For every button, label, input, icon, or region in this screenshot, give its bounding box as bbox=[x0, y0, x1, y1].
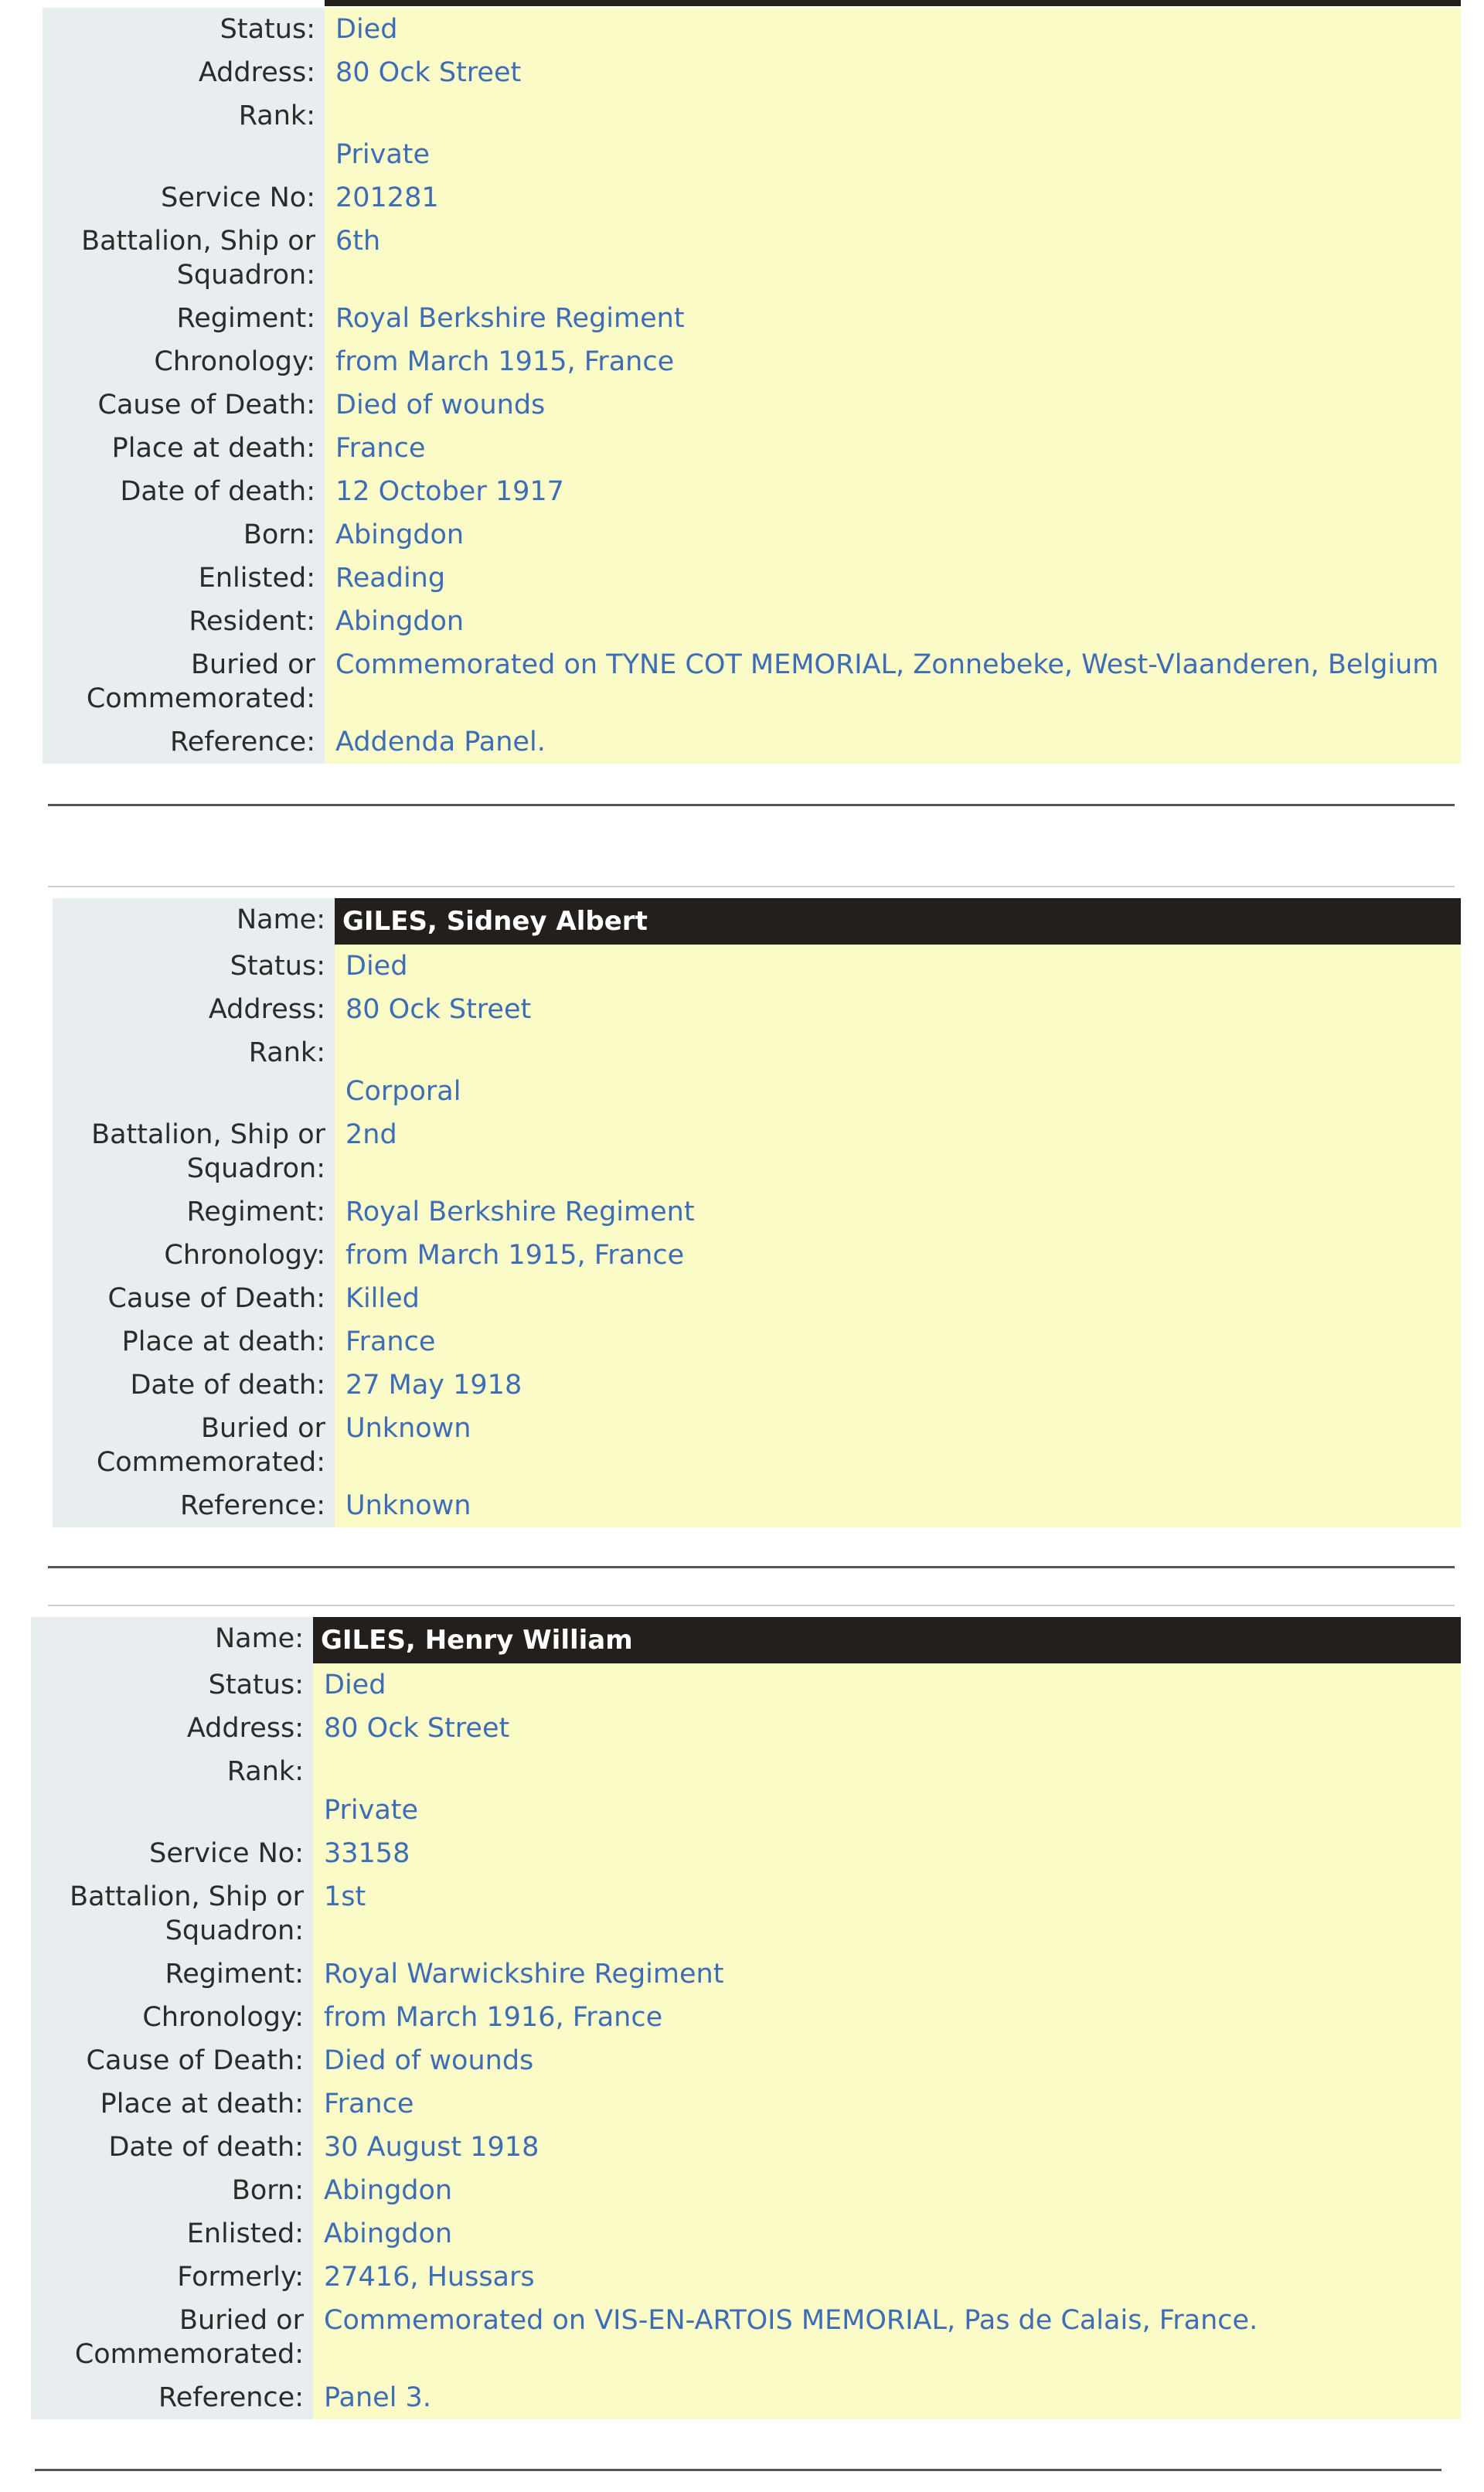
born-label: Born: bbox=[43, 513, 325, 557]
address-value: 80 Ock Street bbox=[325, 51, 1461, 94]
resident-label: Resident: bbox=[43, 600, 325, 643]
reference-label: Reference: bbox=[43, 720, 325, 764]
address-label: Address: bbox=[43, 51, 325, 94]
name-label: Name: bbox=[31, 1617, 313, 1663]
rank-label: Rank: bbox=[53, 1031, 335, 1113]
buried-value: Unknown bbox=[335, 1407, 1461, 1484]
formerly-value: 27416, Hussars bbox=[313, 2255, 1461, 2299]
rank-value: Private bbox=[325, 94, 1461, 176]
status-value: Died bbox=[335, 945, 1461, 988]
enlisted-label: Enlisted: bbox=[43, 557, 325, 600]
record-2-top-rule bbox=[48, 886, 1455, 887]
date-of-death-label: Date of death: bbox=[43, 470, 325, 513]
record-1-name-bar-edge bbox=[325, 0, 1461, 6]
status-value: Died bbox=[325, 8, 1461, 51]
buried-label: Buried or Commemorated: bbox=[53, 1407, 335, 1484]
chronology-value: from March 1915, France bbox=[335, 1234, 1461, 1277]
battalion-value: 6th bbox=[325, 220, 1461, 297]
cause-of-death-label: Cause of Death: bbox=[31, 2039, 313, 2082]
rank-label: Rank: bbox=[31, 1750, 313, 1832]
name-value: GILES, Sidney Albert bbox=[335, 898, 1461, 945]
rank-value: Private bbox=[313, 1750, 1461, 1832]
name-value: GILES, Henry William bbox=[313, 1617, 1461, 1663]
status-value: Died bbox=[313, 1663, 1461, 1707]
regiment-label: Regiment: bbox=[53, 1190, 335, 1234]
date-of-death-value: 12 October 1917 bbox=[325, 470, 1461, 513]
service-no-value: 201281 bbox=[325, 176, 1461, 220]
status-label: Status: bbox=[43, 8, 325, 51]
buried-label: Buried or Commemorated: bbox=[31, 2299, 313, 2376]
service-no-value: 33158 bbox=[313, 1832, 1461, 1875]
address-value: 80 Ock Street bbox=[313, 1707, 1461, 1750]
chronology-value: from March 1916, France bbox=[313, 1996, 1461, 2039]
born-value: Abingdon bbox=[313, 2169, 1461, 2212]
cause-of-death-label: Cause of Death: bbox=[53, 1277, 335, 1320]
address-label: Address: bbox=[31, 1707, 313, 1750]
battalion-label: Battalion, Ship or Squadron: bbox=[31, 1875, 313, 1952]
enlisted-label: Enlisted: bbox=[31, 2212, 313, 2255]
chronology-label: Chronology: bbox=[53, 1234, 335, 1277]
name-label: Name: bbox=[53, 898, 335, 945]
regiment-label: Regiment: bbox=[31, 1952, 313, 1996]
chronology-value: from March 1915, France bbox=[325, 340, 1461, 383]
chronology-label: Chronology: bbox=[31, 1996, 313, 2039]
place-at-death-label: Place at death: bbox=[43, 427, 325, 470]
date-of-death-value: 30 August 1918 bbox=[313, 2126, 1461, 2169]
record-2 bbox=[53, 898, 1461, 1527]
reference-value: Unknown bbox=[335, 1484, 1461, 1527]
record-2-divider bbox=[48, 1566, 1455, 1568]
battalion-value: 1st bbox=[313, 1875, 1461, 1952]
enlisted-value: Reading bbox=[325, 557, 1461, 600]
cause-of-death-value: Killed bbox=[335, 1277, 1461, 1320]
record-3-top-rule bbox=[48, 1605, 1455, 1606]
address-label: Address: bbox=[53, 988, 335, 1031]
reference-label: Reference: bbox=[31, 2376, 313, 2419]
record-3-divider bbox=[35, 2469, 1441, 2471]
cause-of-death-value: Died of wounds bbox=[325, 383, 1461, 427]
service-no-label: Service No: bbox=[43, 176, 325, 220]
enlisted-value: Abingdon bbox=[313, 2212, 1461, 2255]
chronology-label: Chronology: bbox=[43, 340, 325, 383]
battalion-value: 2nd bbox=[335, 1113, 1461, 1190]
place-at-death-value: France bbox=[325, 427, 1461, 470]
buried-value: Commemorated on VIS-EN-ARTOIS MEMORIAL, Pas de Calais, France. bbox=[313, 2299, 1461, 2376]
regiment-value: Royal Warwickshire Regiment bbox=[313, 1952, 1461, 1996]
cause-of-death-value: Died of wounds bbox=[313, 2039, 1461, 2082]
resident-value: Abingdon bbox=[325, 600, 1461, 643]
place-at-death-label: Place at death: bbox=[31, 2082, 313, 2126]
rank-value: Corporal bbox=[335, 1031, 1461, 1113]
date-of-death-label: Date of death: bbox=[31, 2126, 313, 2169]
address-value: 80 Ock Street bbox=[335, 988, 1461, 1031]
place-at-death-label: Place at death: bbox=[53, 1320, 335, 1363]
place-at-death-value: France bbox=[335, 1320, 1461, 1363]
date-of-death-label: Date of death: bbox=[53, 1363, 335, 1407]
battalion-label: Battalion, Ship or Squadron: bbox=[53, 1113, 335, 1190]
born-label: Born: bbox=[31, 2169, 313, 2212]
regiment-label: Regiment: bbox=[43, 297, 325, 340]
reference-label: Reference: bbox=[53, 1484, 335, 1527]
formerly-label: Formerly: bbox=[31, 2255, 313, 2299]
cause-of-death-label: Cause of Death: bbox=[43, 383, 325, 427]
battalion-label: Battalion, Ship or Squadron: bbox=[43, 220, 325, 297]
record-1 bbox=[43, 8, 1461, 764]
regiment-value: Royal Berkshire Regiment bbox=[325, 297, 1461, 340]
reference-value: Panel 3. bbox=[313, 2376, 1461, 2419]
service-no-label: Service No: bbox=[31, 1832, 313, 1875]
record-1-divider bbox=[48, 804, 1455, 806]
rank-label: Rank: bbox=[43, 94, 325, 176]
record-3 bbox=[31, 1617, 1461, 2419]
buried-value: Commemorated on TYNE COT MEMORIAL, Zonnebeke, West-Vlaanderen, Belgium bbox=[325, 643, 1461, 720]
regiment-value: Royal Berkshire Regiment bbox=[335, 1190, 1461, 1234]
reference-value: Addenda Panel. bbox=[325, 720, 1461, 764]
buried-label: Buried or Commemorated: bbox=[43, 643, 325, 720]
born-value: Abingdon bbox=[325, 513, 1461, 557]
place-at-death-value: France bbox=[313, 2082, 1461, 2126]
date-of-death-value: 27 May 1918 bbox=[335, 1363, 1461, 1407]
status-label: Status: bbox=[53, 945, 335, 988]
status-label: Status: bbox=[31, 1663, 313, 1707]
